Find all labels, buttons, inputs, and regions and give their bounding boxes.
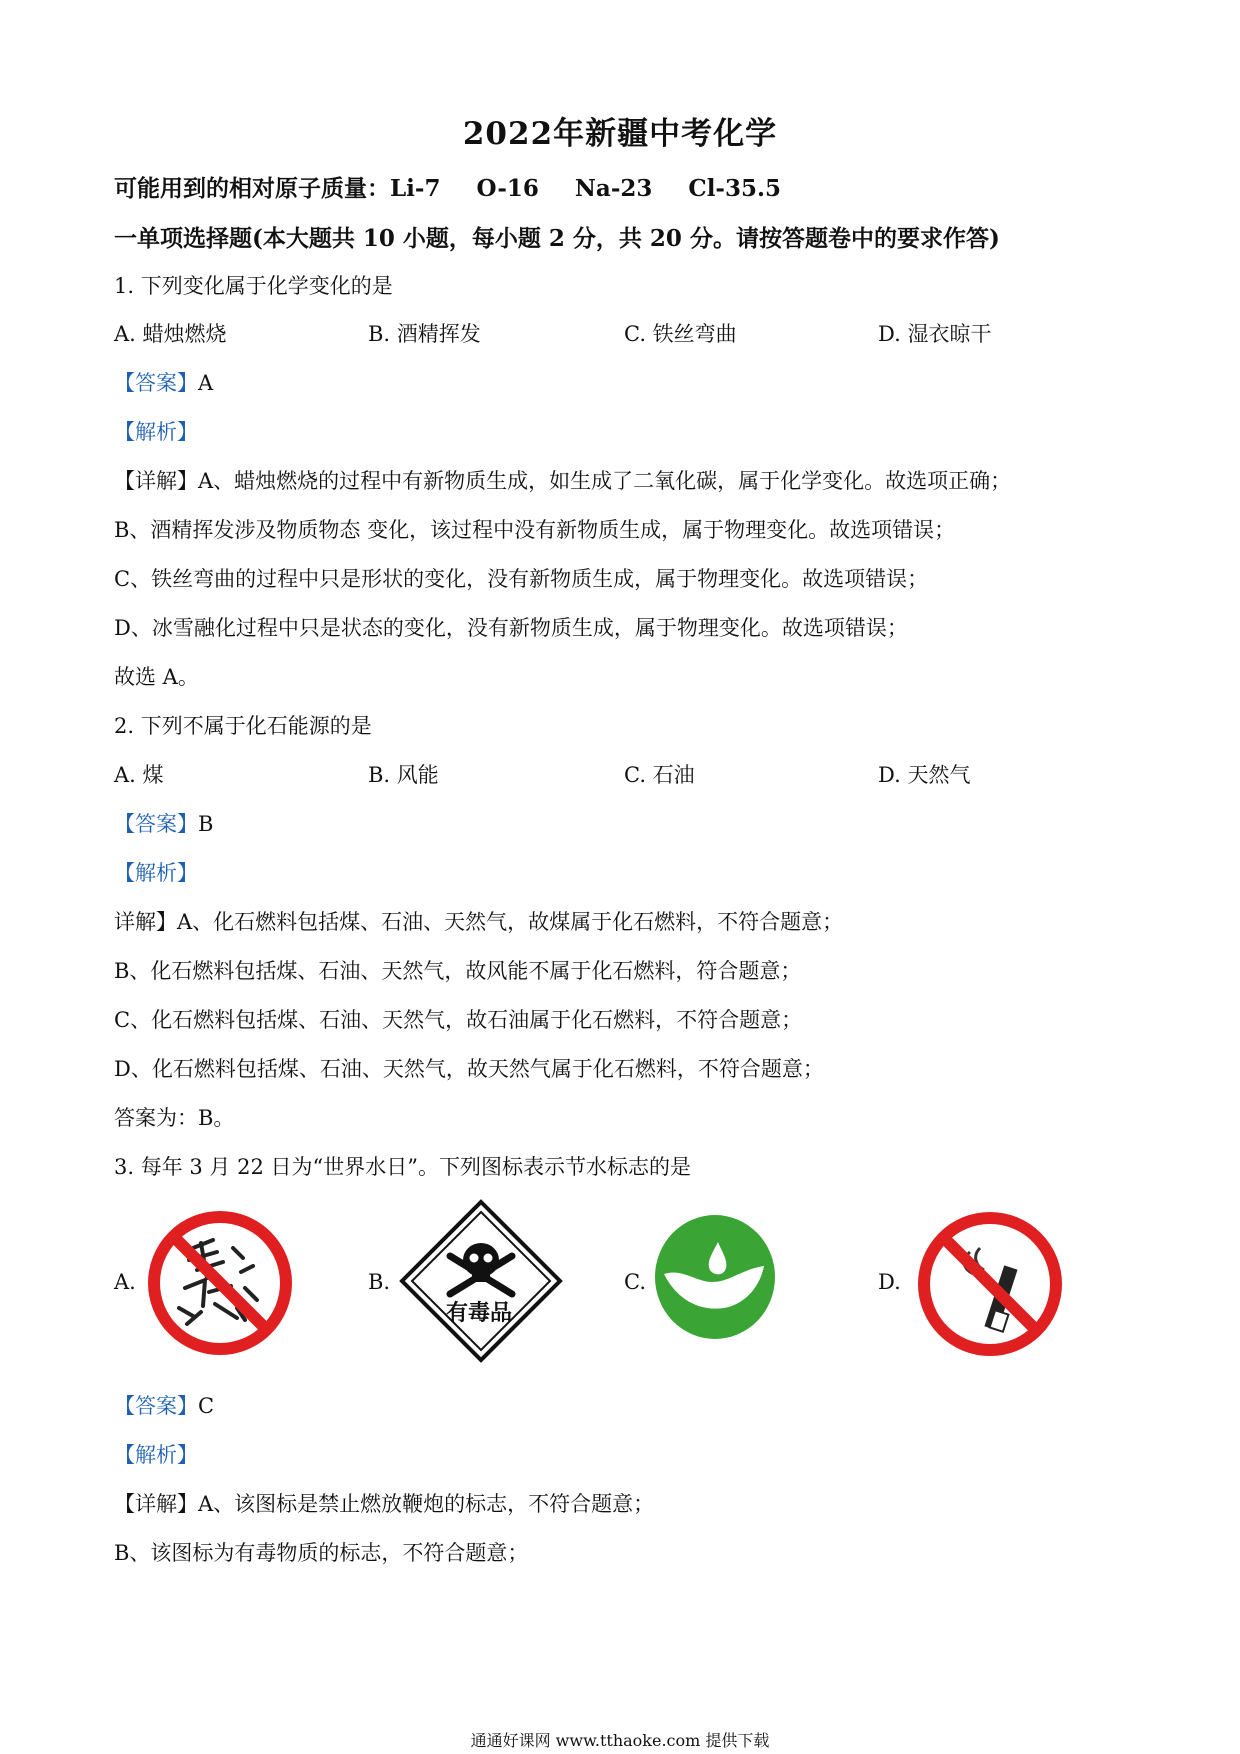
q2-detail-2: B、化石燃料包括煤、石油、天然气，故风能不属于化石燃料，符合题意； xyxy=(114,959,802,983)
no-firecrackers-sign-icon xyxy=(145,1208,295,1358)
section-header: 一单项选择题(本大题共 10 小题，每小题 2 分，共 20 分。请按答题卷中的要求作答) xyxy=(114,225,1000,252)
q2-detail-5: 答案为：B。 xyxy=(114,1106,235,1130)
page-title: 2022年新疆中考化学 xyxy=(462,116,778,152)
q3-option-b-letter: B. xyxy=(368,1270,391,1294)
q3-analysis-label: 【解析】 xyxy=(114,1443,198,1467)
q3-detail-2: B、该图标为有毒物质的标志，不符合题意； xyxy=(114,1541,529,1565)
q3-option-a-letter: A. xyxy=(114,1270,136,1294)
q3-answer-label: 【答案】 xyxy=(114,1394,198,1418)
atomic-mass-na: Na-23 xyxy=(574,175,653,202)
toxic-sign-label: 有毒品 xyxy=(446,1301,513,1326)
q2-option-d: D. 天然气 xyxy=(878,763,971,787)
page-footer: 通通好课网 www.tthaoke.com 提供下载 xyxy=(470,1731,770,1750)
atomic-mass-li: Li-7 xyxy=(390,175,441,202)
q1-detail-3: C、铁丝弯曲的过程中只是形状的变化，没有新物质生成，属于物理变化。故选项错误； xyxy=(114,567,929,591)
q2-detail-1: 详解】A、化石燃料包括煤、石油、天然气，故煤属于化石燃料，不符合题意； xyxy=(114,910,844,934)
water-saving-sign-icon xyxy=(652,1212,778,1342)
q1-option-b: B. 酒精挥发 xyxy=(368,322,481,346)
q2-option-a: A. 煤 xyxy=(114,763,164,787)
q1-analysis-label: 【解析】 xyxy=(114,420,198,444)
atomic-mass-cl: Cl-35.5 xyxy=(688,175,781,202)
q2-detail-3: C、化石燃料包括煤、石油、天然气，故石油属于化石燃料，不符合题意； xyxy=(114,1008,803,1032)
q1-detail-5: 故选 A。 xyxy=(114,665,199,689)
q3-stem: 3. 每年 3 月 22 日为“世界水日”。下列图标表示节水标志的是 xyxy=(114,1155,691,1179)
atomic-mass-line xyxy=(114,170,817,203)
atomic-mass-label: 可能用到的相对原子质量： xyxy=(114,175,390,202)
q2-stem: 2. 下列不属于化石能源的是 xyxy=(114,714,372,738)
q2-option-c: C. 石油 xyxy=(624,763,695,787)
q1-detail-4: D、冰雪融化过程中只是状态的变化，没有新物质生成，属于物理变化。故选项错误； xyxy=(114,616,908,640)
toxic-hazard-sign-icon xyxy=(398,1198,564,1364)
q2-analysis-label: 【解析】 xyxy=(114,861,198,885)
q3-detail-1: 【详解】A、该图标是禁止燃放鞭炮的标志，不符合题意； xyxy=(114,1492,655,1516)
q1-detail-2: B、酒精挥发涉及物质物态 变化，该过程中没有新物质生成，属于物理变化。故选项错误； xyxy=(114,518,956,542)
no-smoking-sign-icon xyxy=(914,1208,1066,1360)
q1-stem: 1. 下列变化属于化学变化的是 xyxy=(114,274,393,298)
q1-option-c: C. 铁丝弯曲 xyxy=(624,322,737,346)
atomic-mass-o: O-16 xyxy=(476,175,539,202)
q3-option-c-letter: C. xyxy=(624,1270,646,1294)
q1-answer xyxy=(114,367,213,397)
q1-detail-1: 【详解】A、蜡烛燃烧的过程中有新物质生成，如生成了二氧化碳，属于化学变化。故选项正确； xyxy=(114,469,1012,493)
q1-option-a: A. 蜡烛燃烧 xyxy=(114,322,227,346)
q2-detail-4: D、化石燃料包括煤、石油、天然气，故天然气属于化石燃料，不符合题意； xyxy=(114,1057,824,1081)
q2-answer-label: 【答案】 xyxy=(114,812,198,836)
q2-answer xyxy=(114,808,213,838)
q3-answer xyxy=(114,1390,214,1420)
q3-option-d-letter: D. xyxy=(878,1270,901,1294)
q2-answer-value: B xyxy=(198,812,214,836)
q1-answer-label: 【答案】 xyxy=(114,371,198,395)
q1-option-d: D. 湿衣晾干 xyxy=(878,322,992,346)
q3-answer-value: C xyxy=(198,1394,215,1418)
q1-answer-value: A xyxy=(198,371,214,395)
q2-option-b: B. 风能 xyxy=(368,763,439,787)
